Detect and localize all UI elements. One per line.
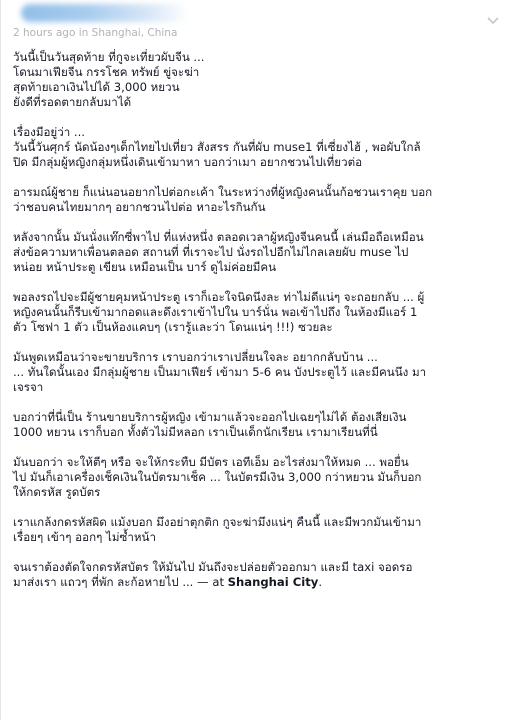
paragraph — [13, 410, 507, 440]
chevron-down-icon[interactable] — [484, 12, 502, 30]
text-line: อารมณ์ผู้ชาย ก็แน่นอนอยากไปต่อกะเค้า ในระหว่างที่ผู้หญิงคนนั้นก้อชวนเราคุย บอก — [13, 185, 433, 199]
text-line: ตัว โซฟา 1 ตัว เป็นห้องแคบๆ (เรารู้และว่า โดนแน่ๆ !!!) ซวยละ — [13, 320, 333, 334]
paragraph — [13, 230, 507, 275]
text-line: ปิด มีกลุ่มผู้หญิงกลุ่มหนึ่งเดินเข้ามาหา บอกว่าเมา อยากชวนไปเที่ยวต่อ — [13, 155, 363, 169]
paragraph — [13, 185, 507, 215]
text-line: วันนี้วันศุกร์ นัดน้องๆเด็กไทยไปเที่ยว สังสรร กันที่ผับ muse1 ที่เซี่ยงไฮ้ , พอผับใกล้ — [13, 140, 421, 154]
paragraph — [13, 290, 507, 335]
paragraph — [13, 125, 507, 170]
text-line: บอกว่าที่นี่เป็น ร้านขายบริการผู้หญิง เข้ามาแล้วจะออกไปเฉยๆไม่ได้ ต้องเสียเงิน — [13, 410, 407, 424]
text-line: โดนมาเฟียจีน กรรโชค ทรัพย์ ขู่จะฆ่า — [13, 65, 200, 79]
post-body — [13, 50, 507, 590]
text-line: พอลงรถไปจะมีผู้ชายคุมหน้าประตู เราก็เอะใจนิดนึงละ ท่าไม่ดีแน่ๆ จะถอยกลับ ... ผู้ — [13, 290, 425, 304]
paragraph — [13, 350, 507, 395]
paragraph — [13, 560, 507, 590]
text-line: ส่งข้อความหาเพื่อนตลอด สถานที่ ที่เราจะไป นั่งรถไปอีกไม่ไกลเลยผับ muse ไป — [13, 245, 409, 259]
text-line: ว่าชอบคนไทยมากๆ อยากชวนไปต่อ หาอะไรกินกัน — [13, 200, 266, 214]
text-line: เรื่องมีอยู่ว่า ... — [13, 125, 85, 139]
text-line: มันพูดเหมือนว่าจะขายบริการ เราบอกว่าเราเปลี่ยนใจละ อยากกลับบ้าน ... — [13, 350, 378, 364]
text-line: มันบอกว่า จะให้ตีๆ หรือ จะให้กระทืบ มีบัตร เอทีเอ็ม อะไรส่งมาให้หมด ... พอยื่น — [13, 455, 409, 469]
paragraph — [13, 50, 507, 110]
paragraph — [13, 455, 507, 500]
text-line: ยังดีที่รอดตายกลับมาได้ — [13, 95, 132, 109]
text-line: หน่อย หน้าประตู เขียน เหมือนเป็น บาร์ ดูไม่ค่อยมีคน — [13, 260, 277, 274]
text-line: 1000 หยวน เราก็บอก ทั้งตัวไม่มีหลอก เราเป็นเด็กนักเรียน เรามาเรียนที่นี่ — [13, 425, 378, 439]
text-line: หลังจากนั้น มันนั่งแท๊กซี่พาไป ที่แห่งหนึ่ง ตลอดเวลาผู้หญิงจีนคนนี้ เล่นมือถือเหมือน — [13, 230, 424, 244]
text-line-with-location — [13, 575, 507, 590]
text-line: วันนี้เป็นวันสุดท้าย ที่กูจะเที่ยวผับจีน ... — [13, 50, 205, 64]
text-line: เราแกล้งกดรหัสผิด แม้งบอก มึงอย่าตุกติก กูจะฆ่ามึงแน่ๆ คืนนี้ และมีพวกมันเข้ามา — [13, 515, 422, 529]
text-line-prefix: มาส่งเรา แถวๆ ที่พัก ละก้อหายไป ... — at — [13, 575, 228, 589]
text-line: สุดท้ายเอาเงินไปได้ 3,000 หยวน — [13, 80, 180, 94]
location-link[interactable]: Shanghai City — [227, 575, 319, 589]
text-line: เจรจา — [13, 380, 44, 394]
blurred-author-name[interactable] — [21, 4, 189, 22]
text-line: ไป มันก็เอาเครื่องเช็คเงินในบัตรมาเช็ค ... ในบัตรมีเงิน 3,000 กว่าหยวน มันก็บอก — [13, 470, 422, 484]
text-line: จนเราต้องตัดใจกดรหัสบัตร ให้มันไป มันถึงจะปล่อยตัวออกมา และมี taxi จอดรอ — [13, 560, 413, 574]
text-line-suffix: . — [318, 575, 323, 589]
text-line: เรื่อยๆ เข้าๆ ออกๆ ไม่ซ้ำหน้า — [13, 530, 156, 544]
post-meta[interactable]: 2 hours ago in Shanghai, China — [13, 27, 178, 39]
paragraph — [13, 515, 507, 545]
text-line: ... ทันใดนั้นเอง มีกลุ่มผู้ชาย เป็นมาเฟียร์ เข้ามา 5-6 คน บังประตูไว้ และมีคนนึง มา — [13, 365, 427, 379]
text-line: ให้กดรหัส รูดบัตร — [13, 485, 101, 499]
text-line: หญิงคนนั้นก็รีบเข้ามากอดและดึงเราเข้าไปใน บาร์นั่น พอเข้าไปถึง ในห้องมีแอร์ 1 — [13, 305, 418, 319]
